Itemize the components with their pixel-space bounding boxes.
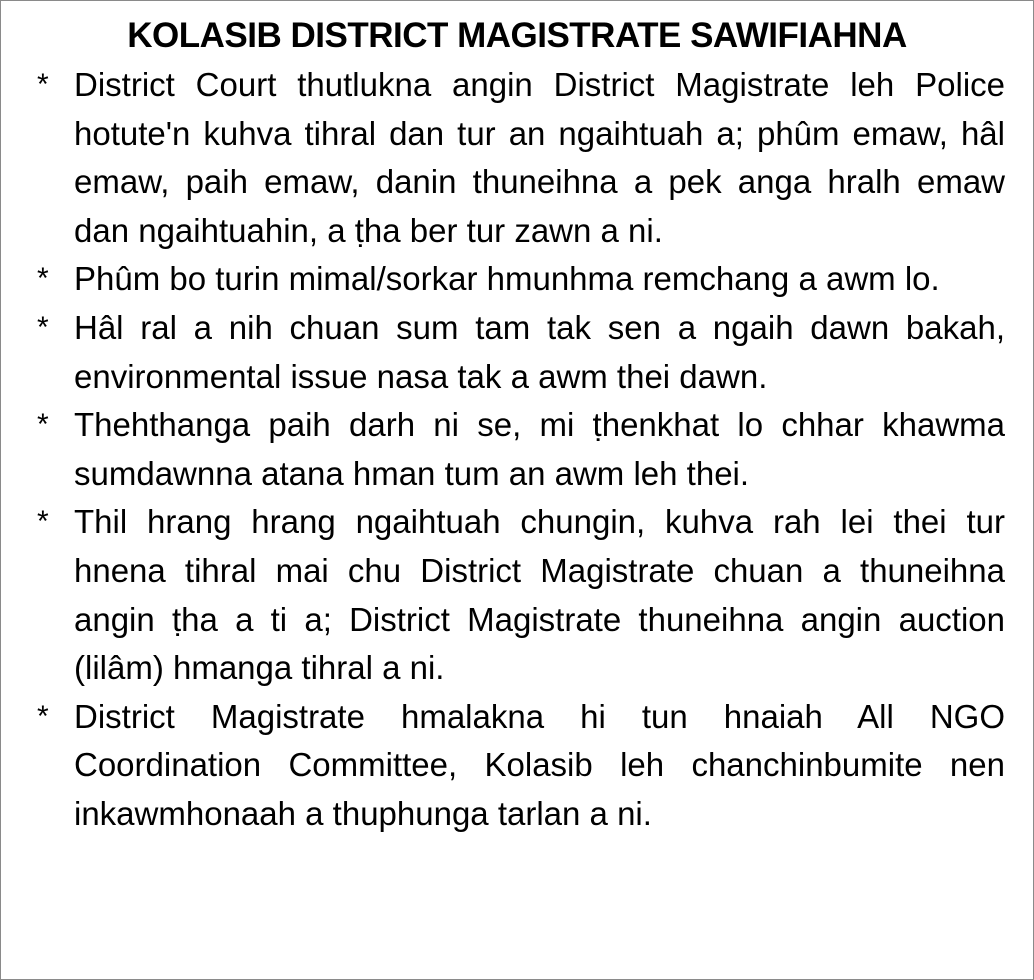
bullet-asterisk: * xyxy=(37,310,49,344)
list-item-text: Phûm bo turin mimal/sorkar hmunhma remchang a awm lo. xyxy=(74,260,940,298)
list-item xyxy=(1,401,1034,498)
list-item-text: Thil hrang hrang ngaihtuah chungin, kuhva rah lei thei tur hnena tihral mai chu District Magistrate chuan a thuneihna angin ṭha a ti a; District Magistrate thuneihna angin auction (lilâm) hmanga tihral a ni. xyxy=(74,503,1005,687)
list-item xyxy=(1,498,1034,692)
list-item xyxy=(1,61,1034,255)
bullet-asterisk: * xyxy=(37,408,49,442)
bullet-asterisk: * xyxy=(37,262,49,296)
list-item xyxy=(1,693,1034,839)
notice-list xyxy=(1,61,1034,839)
list-item xyxy=(1,255,1034,304)
list-item-text: Thehthanga paih darh ni se, mi ṭhenkhat lo chhar khawma sumdawnna atana hman tum an awm leh thei. xyxy=(74,406,1005,492)
notice-title: KOLASIB DISTRICT MAGISTRATE SAWIFIAHNA xyxy=(127,16,907,55)
bullet-asterisk: * xyxy=(37,505,49,539)
list-item-text: Hâl ral a nih chuan sum tam tak sen a ngaih dawn bakah, environmental issue nasa tak a awm thei dawn. xyxy=(74,308,1005,395)
list-item-text: District Magistrate hmalakna hi tun hnaiah All NGO Coordination Committee, Kolasib leh chanchinbumite nen inkawmhonaah a thuphunga tarlan a ni. xyxy=(74,697,1005,832)
list-item xyxy=(1,304,1034,401)
bullet-asterisk: * xyxy=(37,68,49,101)
list-item-text: District Court thutlukna angin District Magistrate leh Police hotute'n kuhva tihral dan tur an ngaihtuah a; phûm emaw, hâl emaw, paih emaw, danin thuneihna a pek anga hralh emaw dan ngaihtuahin, a ṭha ber tur zawn a ni. xyxy=(74,66,1005,249)
bullet-asterisk: * xyxy=(37,699,49,733)
